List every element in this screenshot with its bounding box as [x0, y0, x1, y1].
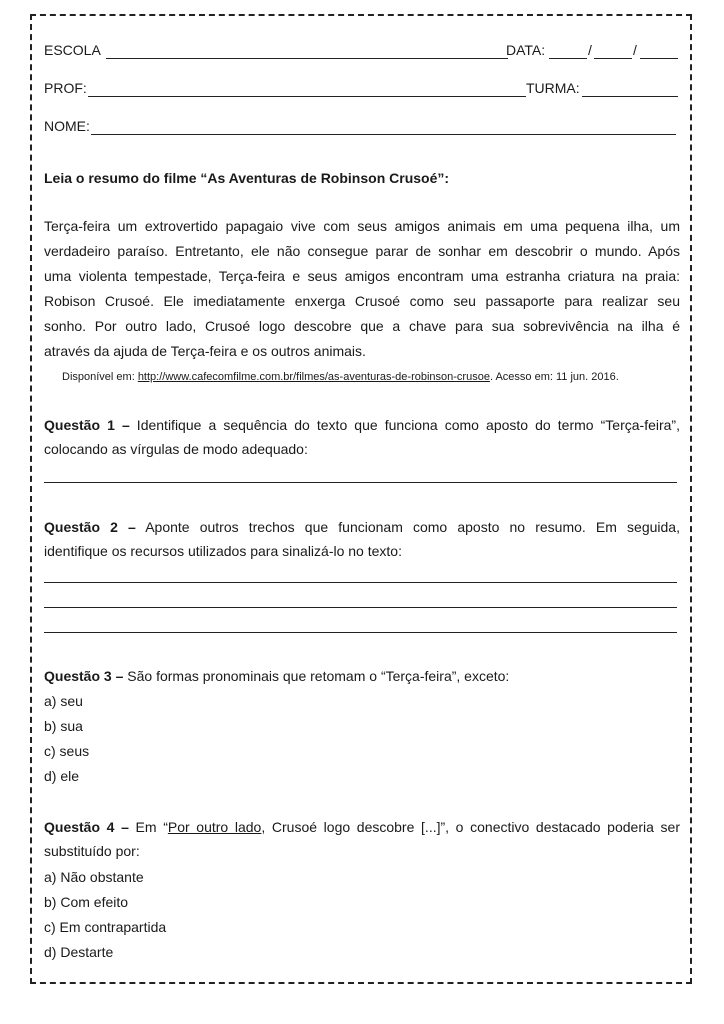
question-1 [44, 413, 680, 461]
summary-line: através da ajuda de Terça-feira e os outros animais. [44, 343, 366, 359]
question-3-label: Questão 3 – [44, 668, 124, 684]
question-3-option-d[interactable]: d) ele [44, 768, 80, 784]
question-2-text: Aponte outros trechos que funcionam como aposto no resumo. Em seguida, [135, 519, 680, 535]
answer-line[interactable] [44, 482, 677, 483]
question-3-option-a[interactable]: a) seu [44, 693, 83, 709]
source-link[interactable]: http://www.cafecomfilme.com.br/filmes/as-aventuras-de-robinson-crusoe [137, 371, 490, 383]
summary-line: uma violenta tempestade, Terça-feira e seus amigos encontram uma estranha criatura na praia: [44, 268, 680, 284]
summary-line: sonho. Por outro lado, Crusoé logo descobre que a chave para sua sobrevivência na ilha é [44, 318, 680, 334]
prof-label: PROF: [44, 80, 87, 96]
question-3 [44, 668, 509, 684]
data-day-field[interactable] [549, 58, 587, 59]
question-4 [44, 815, 680, 863]
data-label: DATA: [506, 42, 546, 58]
data-year-field[interactable] [640, 58, 678, 59]
question-4-option-d[interactable]: d) Destarte [44, 944, 114, 960]
nome-label: NOME: [44, 118, 90, 134]
nome-field[interactable] [91, 134, 676, 135]
summary-line: Robison Crusoé. Ele imediatamente enxerga Crusoé como seu passaporte para realizar seu [44, 293, 680, 309]
data-month-field[interactable] [594, 58, 632, 59]
reading-instruction: Leia o resumo do filme “As Aventuras de Robinson Crusoé”: [44, 170, 450, 186]
source-suffix: . Acesso em: 11 jun. 2016. [489, 371, 619, 383]
data-separator: / [588, 42, 592, 58]
question-3-option-c[interactable]: c) seus [44, 743, 90, 759]
question-4-text-cont: , Crusoé logo descobre [...]”, o conectivo destacado poderia ser [261, 819, 680, 835]
question-4-option-a[interactable]: a) Não obstante [44, 869, 144, 885]
question-1-text: Identifique a sequência do texto que funciona como aposto do termo “Terça-feira”, [129, 417, 680, 433]
question-2-text-2: identifique os recursos utilizados para sinalizá-lo no texto: [44, 543, 402, 559]
question-4-text: Em “ [128, 819, 168, 835]
source-prefix: Disponível em: [62, 371, 138, 383]
summary-line: verdadeiro paraíso. Entretanto, ele não consegue parar de sonhar em descobrir o mundo. Após [44, 243, 680, 259]
answer-line[interactable] [44, 582, 677, 583]
turma-label: TURMA: [526, 80, 580, 96]
turma-field[interactable] [582, 96, 678, 97]
escola-label: ESCOLA [44, 42, 101, 58]
question-1-text-2: colocando as vírgulas de modo adequado: [44, 441, 308, 457]
escola-field[interactable] [106, 58, 508, 59]
question-4-label: Questão 4 – [44, 819, 129, 835]
summary-line: Terça-feira um extrovertido papagaio vive com seus amigos animais em uma pequena ilha, um [44, 218, 680, 234]
source-citation [62, 371, 619, 383]
question-4-option-b[interactable]: b) Com efeito [44, 894, 129, 910]
question-4-highlight: Por outro lado [167, 819, 262, 835]
question-4-text-2: substituído por: [44, 843, 140, 859]
question-4-option-c[interactable]: c) Em contrapartida [44, 919, 167, 935]
question-1-label: Questão 1 – [44, 417, 130, 433]
answer-line[interactable] [44, 632, 677, 633]
prof-field[interactable] [88, 96, 526, 97]
question-3-text: São formas pronominais que retomam o “Terça-feira”, exceto: [123, 668, 510, 684]
answer-line[interactable] [44, 607, 677, 608]
data-separator: / [633, 42, 637, 58]
movie-summary [44, 214, 680, 364]
question-2-label: Questão 2 – [44, 519, 136, 535]
question-2 [44, 515, 680, 563]
question-3-option-b[interactable]: b) sua [44, 718, 83, 734]
